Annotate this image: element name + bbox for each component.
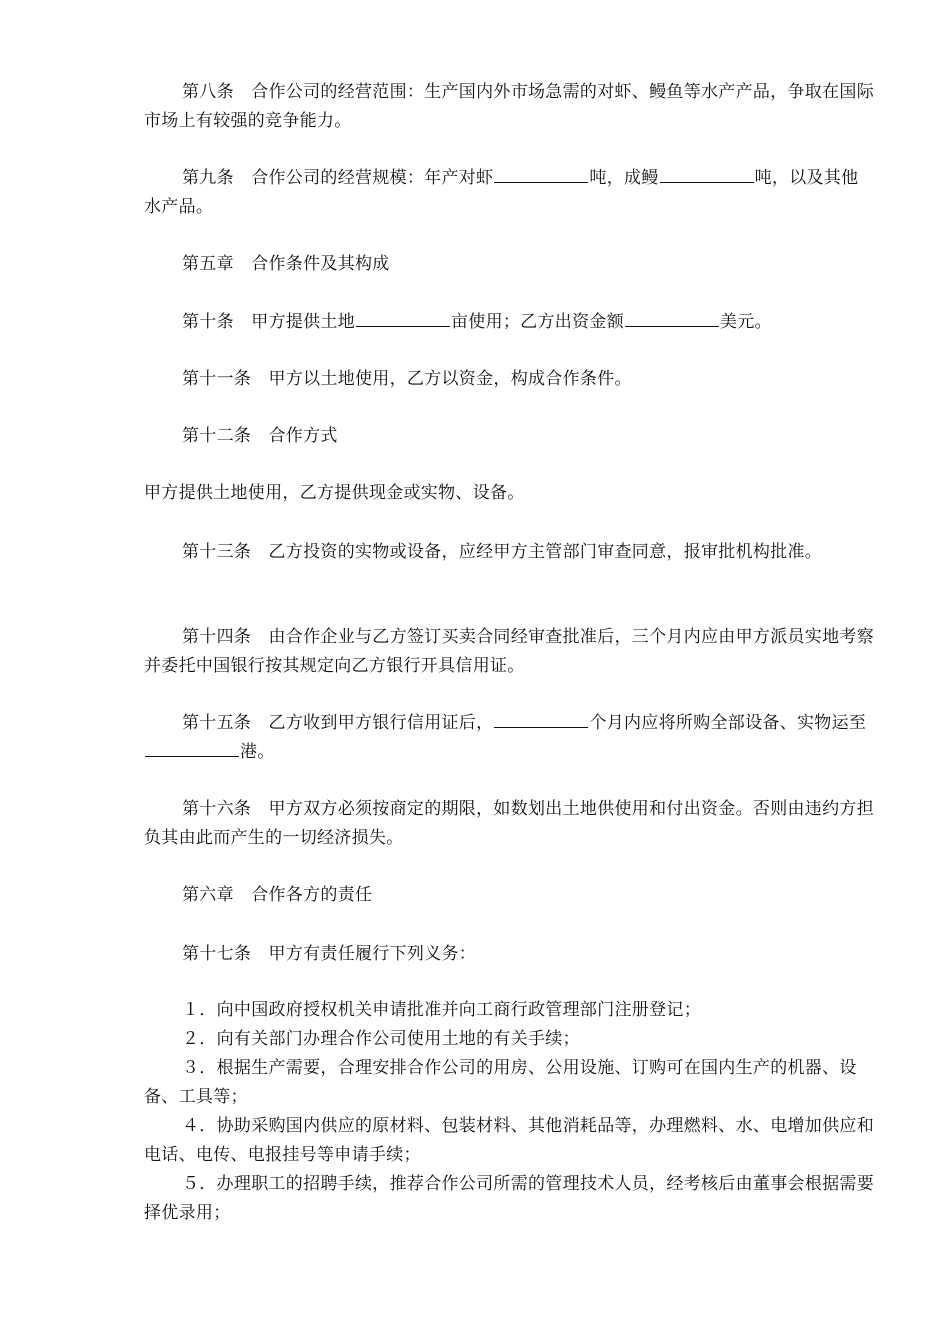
blank-months	[494, 710, 588, 728]
list-item: ５．办理职工的招聘手续，推荐合作公司所需的管理技术人员，经考核后由董事会根据需要择优录用；	[144, 1174, 874, 1223]
blank-eel-tons	[660, 165, 754, 183]
article-15-part3: 港。	[240, 742, 275, 762]
article-10-part1: 第十条 甲方提供土地	[182, 312, 355, 332]
list-item: ２．向有关部门办理合作公司使用土地的有关手续；	[182, 1029, 580, 1049]
article-15-part2: 个月内应将所购全部设备、实物运至	[589, 713, 867, 733]
article-8: 第八条 合作公司的经营范围：生产国内外市场急需的对虾、鳗鱼等水产产品，争取在国际市场上有较强的竞争能力。	[144, 82, 874, 131]
blank-port	[145, 739, 239, 757]
blank-land-mu	[356, 309, 450, 327]
article-9	[144, 164, 874, 222]
article-17: 第十七条 甲方有责任履行下列义务：	[182, 944, 477, 964]
article-10-part3: 美元。	[720, 312, 772, 332]
blank-shrimp-tons	[494, 165, 588, 183]
list-item: ３．根据生产需要，合理安排合作公司的用房、公用设施、订购可在国内生产的机器、设备、工具等；	[144, 1058, 857, 1107]
article-16: 第十六条 甲方双方必须按商定的期限，如数划出土地供使用和付出资金。否则由违约方担负其由此而产生的一切经济损失。	[144, 799, 874, 848]
article-11: 第十一条 甲方以土地使用，乙方以资金，构成合作条件。	[182, 369, 632, 389]
article-10	[144, 308, 874, 337]
obligation-list	[144, 996, 874, 1228]
article-12-body: 甲方提供土地使用，乙方提供现金或实物、设备。	[144, 483, 525, 503]
article-14: 第十四条 由合作企业与乙方签订买卖合同经审查批准后，三个月内应由甲方派员实地考察并委托中国银行按其规定向乙方银行开具信用证。	[144, 627, 874, 676]
article-9-part1: 第九条 合作公司的经营规模：年产对虾	[182, 168, 494, 188]
article-15	[144, 709, 874, 767]
article-13: 第十三条 乙方投资的实物或设备，应经甲方主管部门审查同意，报审批机构批准。	[182, 542, 823, 562]
article-10-part2: 亩使用；乙方出资金额	[451, 312, 624, 332]
article-9-part3: 吨，以及其他水产品。	[144, 168, 859, 217]
blank-capital-usd	[625, 309, 719, 327]
chapter-6-heading: 第六章 合作各方的责任	[182, 885, 373, 905]
article-15-part1: 第十五条 乙方收到甲方银行信用证后，	[182, 713, 494, 733]
article-12: 第十二条 合作方式	[182, 426, 338, 446]
list-item: ４．协助采购国内供应的原材料、包装材料、其他消耗品等，办理燃料、水、电增加供应和电话、电传、电报挂号等申请手续；	[144, 1116, 874, 1165]
chapter-5-heading: 第五章 合作条件及其构成	[182, 254, 390, 274]
article-9-part2: 吨，成鳗	[589, 168, 659, 188]
list-item: １．向中国政府授权机关申请批准并向工商行政管理部门注册登记；	[182, 1000, 701, 1020]
